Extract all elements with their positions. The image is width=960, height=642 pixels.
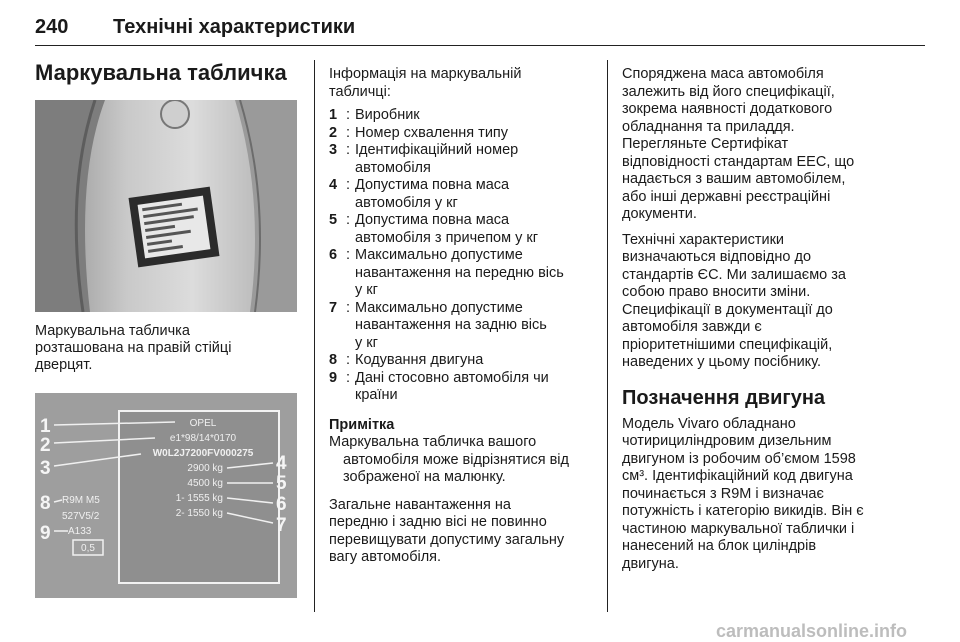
para-line: Споряджена маса автомобіля [622,66,824,82]
list-item [329,352,591,370]
para-line: Перегляньте Сертифікат [622,136,789,152]
section-title-plate: Маркувальна табличка [35,60,287,85]
list-item [329,125,591,143]
list-item-text: автомобіля з причепом у кг [355,229,539,246]
callout-8: 8 [40,493,51,514]
note-block [329,417,591,487]
callout-1: 1 [40,416,51,437]
callout-4: 4 [276,453,287,474]
callout-2: 2 [40,435,51,456]
column-divider-1 [314,60,315,612]
plate-location-photo [35,100,297,312]
callout-5: 5 [276,473,287,494]
para-line: визначаються відповідно до [622,249,812,265]
list-item-number: 2 [329,124,338,141]
list-item-text: автомобіля [355,159,431,176]
list-item-number: 8 [329,352,338,368]
list-item-text: Максимально допустиме [355,247,523,263]
plate-axle1: 1- 1555 kg [175,493,223,504]
callout-3: 3 [40,458,51,479]
para-line: Модель Vivaro обладнано [622,415,796,432]
list-item-text: країни [355,387,398,403]
para-line: двигуном із робочим об’ємом 1598 [622,450,856,467]
list-item-text: у кг [355,282,378,298]
plate-axle2: 2- 1550 kg [175,508,223,519]
list-item-colon: : [345,107,351,123]
list-item-number: 5 [329,212,338,228]
para-line: наведених у цьому посібнику. [622,354,822,370]
list-item-text: Допустима повна маса [355,177,510,193]
list-item-colon: : [345,142,351,158]
para-line: автомобіля завжди є [622,319,762,335]
list-item-text: Максимально допустиме [355,299,523,316]
list-item-number: 1 [329,107,338,123]
list-item-colon: : [345,352,351,368]
section-title-engine: Позначення двигуна [622,386,826,409]
header-title: Технічні характеристики [113,16,356,38]
note-title: Примітка [329,416,395,433]
plate-mass1: 2900 kg [187,463,223,474]
engine-paragraph [622,416,922,574]
curb-weight-paragraph [622,66,922,224]
list-item-number: 4 [329,177,338,193]
list-item-text: Номер схвалення типу [355,124,509,141]
para-line: Специфікації в документації до [622,301,833,318]
para-line: Загальне навантаження на [329,496,511,513]
caption-line: розташована на правій стійці [35,340,232,356]
para-line: зокрема наявності додаткового [622,101,833,117]
intro-line: табличці: [329,83,391,100]
note-line: зображеної на малюнку. [343,469,506,485]
axle-load-paragraph [329,497,591,567]
watermark: carmanualsonline.info [716,621,908,641]
plate-vin: W0L2J7200FV000275 [152,448,254,459]
callout-7: 7 [276,515,287,536]
plate-diagram [35,393,297,598]
plate-maker: OPEL [189,418,217,429]
list-item-colon: : [345,369,351,386]
list-item-text: автомобіля у кг [355,194,458,211]
list-item-text: Кодування двигуна [355,352,484,368]
list-item-colon: : [345,124,351,141]
list-item-number: 7 [329,299,338,316]
photo-caption [35,323,300,374]
list-item-colon: : [345,177,351,193]
plate-mass2: 4500 kg [187,478,223,489]
list-item-text: Дані стосовно автомобіля чи [355,369,549,386]
list-item-text: навантаження на задню вісь [355,317,547,333]
para-line: або інші державні реєстраційні [622,188,831,205]
list-item-colon: : [345,212,351,228]
intro-text [329,66,591,101]
para-line: Технічні характеристики [622,231,785,248]
callout-9: 9 [40,523,51,544]
list-item-text: навантаження на передню вісь [355,264,564,281]
list-item-colon: : [345,299,351,316]
page-header [35,16,925,46]
list-item-number: 6 [329,247,338,263]
plate-extra: 0,5 [81,543,95,554]
para-line: надається з вашим автомобілем, [622,171,846,187]
para-line: починається з R9M і визначає [622,485,824,502]
para-line: документи. [622,206,697,222]
para-line: частиною маркувальної таблички і [622,520,855,537]
plate-code2: A133 [68,526,92,537]
list-item-text: Допустима повна маса [355,212,510,228]
page-number: 240 [35,16,69,38]
para-line: обладнання та приладдя. [622,118,795,135]
para-line: собою право вносити зміни. [622,284,811,300]
list-item-text: Ідентифікаційний номер [355,142,519,158]
para-line: стандартів ЄС. Ми залишаємо за [622,266,846,283]
plate-approval: e1*98/14*0170 [169,433,237,444]
list-item [329,212,591,247]
list-item [329,370,591,405]
intro-line: Інформація на маркувальній [329,66,522,82]
caption-line: Маркувальна табличка [35,323,190,339]
door-pillar-illustration [35,100,297,312]
plate-engine: R9M M5 [62,495,100,506]
para-line: залежить від його специфікації, [622,83,835,100]
list-item [329,142,591,177]
column-2 [329,66,591,567]
para-line: чотирициліндровим дизельним [622,433,832,449]
list-item [329,247,591,300]
column-3 [622,66,922,573]
para-line: пріоритетнішими специфікацій, [622,336,833,353]
plate-code1: 527V5/2 [62,511,100,522]
list-item [329,177,591,212]
list-item [329,107,591,125]
plate-diagram-svg [35,393,297,598]
para-line: відповідності стандартам ЕЕС, що [622,153,855,170]
specs-paragraph [622,232,922,372]
callout-6: 6 [276,494,287,515]
list-item-number: 9 [329,369,338,386]
note-line: автомобіля може відрізнятися від [343,451,569,468]
list-item-text: у кг [355,334,378,351]
column-1 [35,60,300,86]
para-line: см³. Ідентифікаційний код двигуна [622,468,853,484]
para-line: потужність і категорію викидів. Він є [622,503,864,519]
para-line: вагу автомобіля. [329,549,442,565]
list-item-number: 3 [329,142,338,158]
list-item-text: Виробник [355,107,420,123]
list-item-colon: : [345,247,351,263]
para-line: перевищувати допустиму загальну [329,531,565,548]
para-line: нанесений на блок циліндрів [622,538,817,554]
caption-line: дверцят. [35,357,93,373]
list-item [329,300,591,353]
para-line: передню і задню вісі не повинно [329,514,547,530]
para-line: двигуна. [622,555,679,572]
note-line: Маркувальна табличка вашого [329,434,537,450]
column-divider-2 [607,60,608,612]
plate-info-list [329,107,591,405]
